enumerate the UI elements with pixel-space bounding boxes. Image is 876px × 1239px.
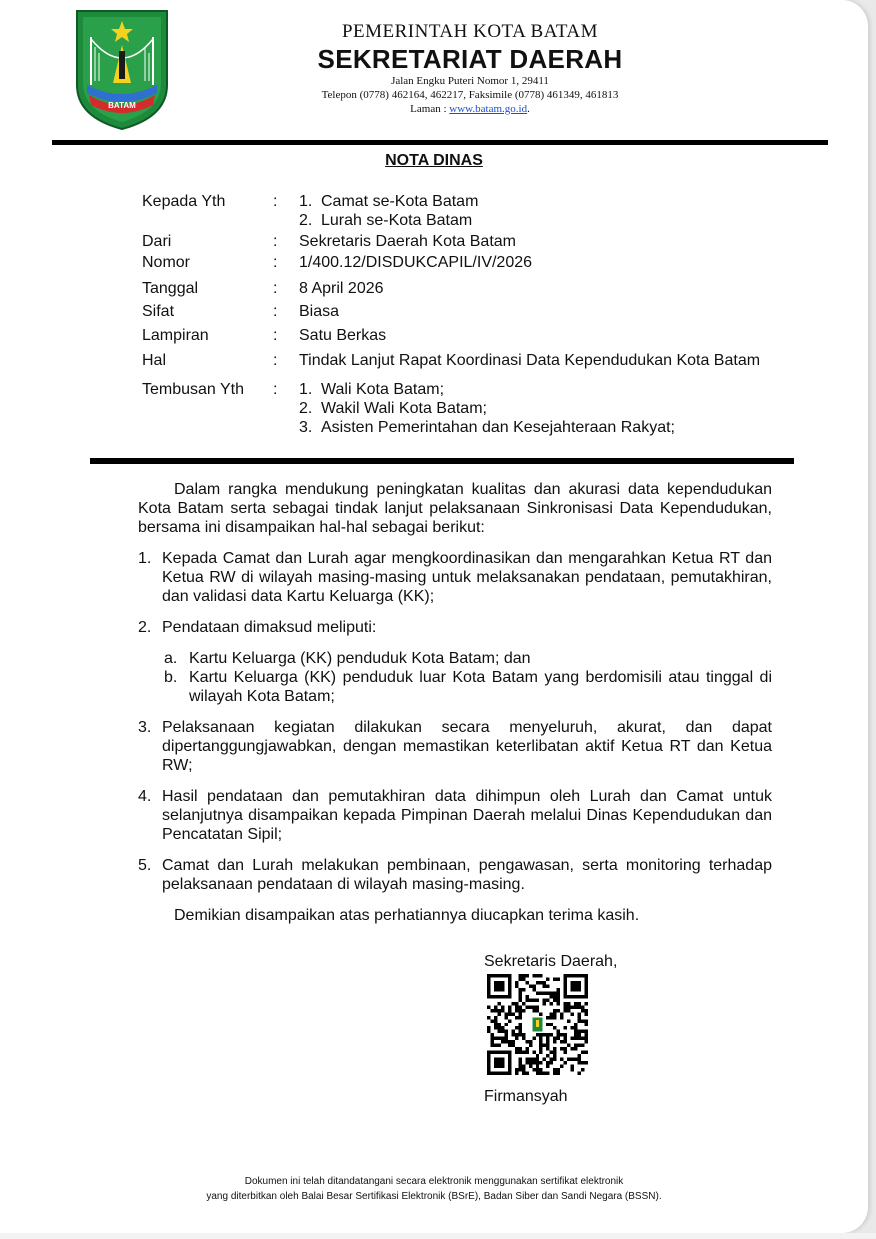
sublist	[164, 649, 772, 706]
meta-kepada	[142, 192, 810, 230]
website-suffix: .	[527, 103, 530, 115]
meta-divider	[90, 458, 794, 464]
page-edge	[0, 1233, 876, 1239]
meta-lampiran	[142, 326, 810, 345]
tembusan-label: Tembusan Yth	[142, 381, 244, 398]
office-name: SEKRETARIAT DAERAH	[317, 44, 623, 74]
nomor-value: 1/400.12/DISDUKCAPIL/IV/2026	[299, 254, 533, 271]
website-label: Laman :	[410, 103, 450, 115]
memo-meta	[142, 192, 810, 437]
meta-tanggal	[142, 279, 810, 298]
letterhead-rule	[52, 140, 828, 145]
signer-name: Firmansyah	[484, 1088, 568, 1105]
hal-label: Hal	[142, 352, 167, 369]
dari-value: Sekretaris Daerah Kota Batam	[299, 233, 516, 250]
list-item: 3. Asisten Pemerintahan dan Kesejahteraan Rakyat;	[299, 419, 675, 436]
website-link[interactable]: www.batam.go.id	[449, 103, 528, 115]
meta-sifat	[142, 302, 810, 321]
list-item: 2. Pendataan dimaksud meliputi:	[138, 619, 377, 636]
letterhead	[230, 20, 710, 116]
document-title: NOTA DINAS	[385, 152, 483, 169]
colon: :	[273, 280, 278, 297]
list-item: 4. Hasil pendataan dan pemutakhiran data dihimpun oleh Lurah dan Camat untuk selanjutnya disampaikan kepada Pimpinan Daerah melalui Dinas Kependudukan dan Pencatatan Sipil;	[138, 788, 772, 843]
signer-position: Sekretaris Daerah,	[484, 953, 618, 970]
kepada-list	[299, 192, 810, 230]
memo-body	[138, 480, 772, 925]
lampiran-value: Satu Berkas	[299, 327, 387, 344]
footer-line-1: Dokumen ini telah ditandatangani secara elektronik menggunakan sertifikat elektronik	[244, 1176, 624, 1187]
e-signature-footer	[0, 1174, 868, 1204]
government-name: PEMERINTAH KOTA BATAM	[341, 21, 599, 42]
footer-line-2: yang diterbitkan oleh Balai Besar Sertifikasi Elektronik (BSrE), Badan Siber dan Sandi Negara (BSSN).	[206, 1191, 662, 1202]
emblem-text: BATAM	[108, 101, 136, 110]
sublist-item: a. Kartu Keluarga (KK) penduduk Kota Batam; dan	[164, 650, 531, 667]
dari-label: Dari	[142, 233, 172, 250]
list-item: 5. Camat dan Lurah melakukan pembinaan, pengawasan, serta monitoring terhadap pelaksanaan pendataan di wilayah masing-masing.	[138, 857, 772, 893]
signature-qr-code-icon	[487, 974, 588, 1075]
meta-nomor	[142, 253, 810, 272]
list-item: 1. Camat se-Kota Batam	[299, 193, 479, 210]
tembusan-list	[299, 380, 810, 437]
meta-tembusan	[142, 380, 810, 437]
sifat-value: Biasa	[299, 303, 340, 320]
colon: :	[273, 352, 278, 369]
kepada-label: Kepada Yth	[142, 193, 226, 210]
colon: :	[273, 233, 278, 250]
office-phone: Telepon (0778) 462164, 462217, Faksimile (0778) 461349, 461813	[321, 89, 619, 101]
colon: :	[273, 327, 278, 344]
sifat-label: Sifat	[142, 303, 175, 320]
list-item: 2. Wakil Wali Kota Batam;	[299, 400, 487, 417]
list-item: 3. Pelaksanaan kegiatan dilakukan secara menyeluruh, akurat, dan dapat dipertanggungjawabkan, dengan memastikan keterlibatan aktif Ketua RT dan Ketua RW;	[138, 719, 772, 774]
list-item: 1. Wali Kota Batam;	[299, 381, 445, 398]
tanggal-value: 8 April 2026	[299, 280, 384, 297]
nomor-label: Nomor	[142, 254, 191, 271]
tanggal-label: Tanggal	[142, 280, 199, 297]
meta-hal	[142, 351, 810, 370]
list-item: 2. Lurah se-Kota Batam	[299, 212, 473, 229]
colon: :	[273, 193, 278, 210]
colon: :	[273, 381, 278, 398]
lampiran-label: Lampiran	[142, 327, 209, 344]
list-item: 1. Kepada Camat dan Lurah agar mengkoordinasikan dan mengarahkan Ketua RT dan Ketua RW di wilayah masing-masing untuk melaksanakan pendataan, pemutakhiran, dan validasi data Kartu Keluarga (KK);	[138, 550, 772, 605]
sublist-item: b. Kartu Keluarga (KK) penduduk luar Kota Batam yang berdomisili atau tinggal di wilayah Kota Batam;	[164, 669, 772, 705]
office-address: Jalan Engku Puteri Nomor 1, 29411	[391, 75, 549, 87]
batam-city-emblem-icon	[73, 7, 171, 133]
meta-dari	[142, 232, 810, 251]
colon: :	[273, 303, 278, 320]
intro-paragraph: Dalam rangka mendukung peningkatan kualitas dan akurasi data kependudukan Kota Batam serta sebagai tindak lanjut pelaksanaan Sinkronisasi Data Kependudukan, bersama ini disampaikan hal-hal sebagai berikut:	[138, 481, 772, 536]
office-website-line	[230, 102, 710, 116]
colon: :	[273, 254, 278, 271]
closing-paragraph: Demikian disampaikan atas perhatiannya diucapkan terima kasih.	[174, 907, 640, 924]
hal-value: Tindak Lanjut Rapat Koordinasi Data Kependudukan Kota Batam	[299, 352, 761, 369]
